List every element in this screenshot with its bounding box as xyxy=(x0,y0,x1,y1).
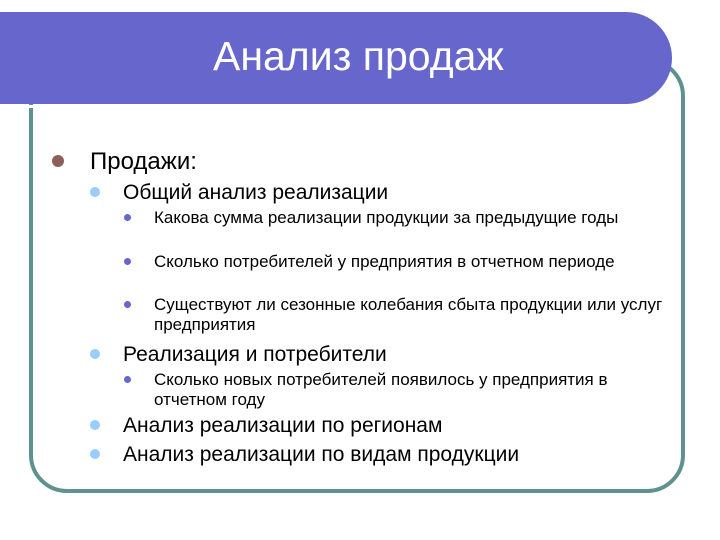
list-item-text: Продажи: xyxy=(90,148,197,175)
list-item-q-new-consumers xyxy=(154,370,674,410)
list-item-text: Анализ реализации по регионам xyxy=(123,414,443,437)
bullet-level2-icon xyxy=(90,420,100,430)
bullet-level1-icon xyxy=(52,155,64,167)
list-item-text: Анализ реализации по видам продукции xyxy=(123,443,520,466)
list-item-text: Реализация и потребители xyxy=(123,343,387,366)
list-item-text: Какова сумма реализации продукции за предыдущие годы xyxy=(154,208,619,227)
bullet-level3-icon xyxy=(124,301,131,308)
list-item-realization-consumers xyxy=(123,342,387,367)
list-item-text: Сколько потребителей у предприятия в отчетном периоде xyxy=(154,252,615,271)
list-item-general xyxy=(123,180,388,205)
bullet-level2-icon xyxy=(90,449,100,459)
list-item-sales xyxy=(90,148,197,176)
list-item-text: Сколько новых потребителей появилось у предприятия в отчетном году xyxy=(154,370,608,409)
bullet-level3-icon xyxy=(124,376,131,383)
list-item-q-amount xyxy=(154,208,674,228)
list-item-by-regions xyxy=(123,413,442,438)
slide-title: Анализ продаж xyxy=(213,33,504,79)
bullet-level2-icon xyxy=(90,187,100,197)
bullet-level3-icon xyxy=(124,214,131,221)
bullet-level3-icon xyxy=(124,258,131,265)
list-item-q-consumers xyxy=(154,252,674,272)
list-item-q-seasonal xyxy=(154,295,674,335)
list-item-by-products xyxy=(123,442,519,467)
list-item-text: Общий анализ реализации xyxy=(123,181,389,204)
list-item-text: Существуют ли сезонные колебания сбыта продукции или услуг предприятия xyxy=(154,295,663,334)
bullet-level2-icon xyxy=(90,349,100,359)
